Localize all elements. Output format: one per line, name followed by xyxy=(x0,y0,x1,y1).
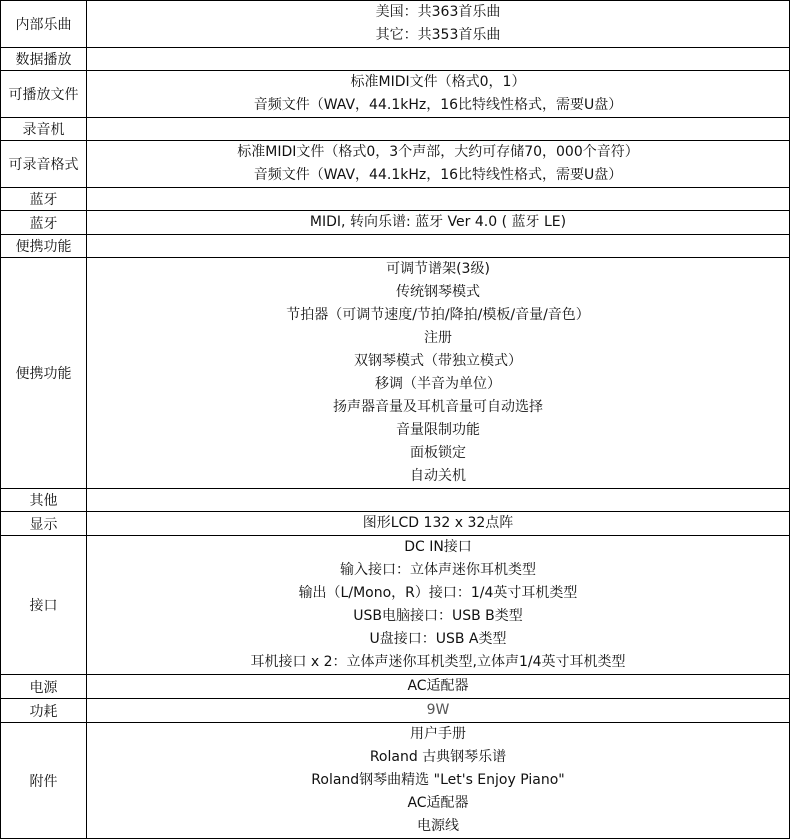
row-value xyxy=(87,723,790,839)
row-value xyxy=(87,675,790,699)
value-line: 音频文件（WAV，44.1kHz，16比特线性格式，需要U盘） xyxy=(253,97,623,113)
row-label: 内部乐曲 xyxy=(1,1,87,48)
row-value xyxy=(87,118,790,141)
table-row xyxy=(1,723,790,839)
row-value xyxy=(87,699,790,723)
row-label: 电源 xyxy=(1,675,87,699)
row-value xyxy=(87,48,790,71)
value-line: 面板锁定 xyxy=(410,445,466,461)
table-row xyxy=(1,1,790,48)
row-label: 蓝牙 xyxy=(1,188,87,211)
value-line: AC适配器 xyxy=(407,678,469,694)
table-row xyxy=(1,489,790,512)
row-label: 接口 xyxy=(1,536,87,675)
row-label: 其他 xyxy=(1,489,87,512)
value-line: 美国：共363首乐曲 xyxy=(375,4,501,20)
table-row xyxy=(1,258,790,489)
value-line: U盘接口：USB A类型 xyxy=(369,631,507,647)
row-label: 附件 xyxy=(1,723,87,839)
table-row xyxy=(1,188,790,211)
value-line: 输入接口：立体声迷你耳机类型 xyxy=(340,562,536,578)
value-line: 耳机接口 x 2：立体声迷你耳机类型,立体声1/4英寸耳机类型 xyxy=(250,654,626,670)
value-line: 图形LCD 132 x 32点阵 xyxy=(362,515,514,531)
value-line: 扬声器音量及耳机音量可自动选择 xyxy=(333,399,543,415)
row-label: 便携功能 xyxy=(1,258,87,489)
value-line: 输出（L/Mono，R）接口：1/4英寸耳机类型 xyxy=(298,585,578,601)
value-line: 用户手册 xyxy=(410,726,466,742)
row-label: 显示 xyxy=(1,512,87,536)
value-line: 标准MIDI文件（格式0，3个声部，大约可存储70，000个音符） xyxy=(237,144,639,160)
value-line: Roland钢琴曲精选 "Let's Enjoy Piano" xyxy=(311,772,565,788)
row-value xyxy=(87,258,790,489)
row-value xyxy=(87,141,790,188)
value-line: 音量限制功能 xyxy=(396,422,480,438)
table-row xyxy=(1,141,790,188)
value-line: 传统钢琴模式 xyxy=(396,284,480,300)
row-label: 便携功能 xyxy=(1,235,87,258)
value-line: 9W xyxy=(426,702,450,718)
table-row xyxy=(1,536,790,675)
value-line: MIDI, 转向乐谱: 蓝牙 Ver 4.0 ( 蓝牙 LE) xyxy=(309,214,567,230)
value-line: 注册 xyxy=(424,330,452,346)
value-line: 双钢琴模式（带独立模式） xyxy=(354,353,522,369)
row-label: 数据播放 xyxy=(1,48,87,71)
row-value xyxy=(87,188,790,211)
value-line: 电源线 xyxy=(417,818,459,834)
row-label: 可播放文件 xyxy=(1,71,87,118)
row-value xyxy=(87,1,790,48)
row-value xyxy=(87,235,790,258)
value-line: 节拍器（可调节速度/节拍/降拍/模板/音量/音色） xyxy=(286,307,590,323)
value-line: USB电脑接口：USB B类型 xyxy=(353,608,523,624)
value-line: DC IN接口 xyxy=(404,539,472,555)
table-row xyxy=(1,675,790,699)
row-label: 可录音格式 xyxy=(1,141,87,188)
table-row xyxy=(1,48,790,71)
value-line: 可调节谱架(3级) xyxy=(386,261,490,277)
row-value xyxy=(87,71,790,118)
table-row xyxy=(1,71,790,118)
value-line: 音频文件（WAV，44.1kHz，16比特线性格式，需要U盘） xyxy=(253,167,623,183)
value-line: Roland 古典钢琴乐谱 xyxy=(369,749,507,765)
table-row xyxy=(1,211,790,235)
row-value xyxy=(87,211,790,235)
row-value xyxy=(87,536,790,675)
value-line: 其它：共353首乐曲 xyxy=(375,27,501,43)
row-label: 录音机 xyxy=(1,118,87,141)
row-value xyxy=(87,512,790,536)
table-row xyxy=(1,512,790,536)
value-line: AC适配器 xyxy=(407,795,469,811)
value-line: 标准MIDI文件（格式0，1） xyxy=(350,74,526,90)
row-label: 功耗 xyxy=(1,699,87,723)
row-value xyxy=(87,489,790,512)
value-line: 自动关机 xyxy=(410,468,466,484)
table-row xyxy=(1,235,790,258)
table-row xyxy=(1,118,790,141)
table-row xyxy=(1,699,790,723)
row-label: 蓝牙 xyxy=(1,211,87,235)
value-line: 移调（半音为单位） xyxy=(375,376,501,392)
